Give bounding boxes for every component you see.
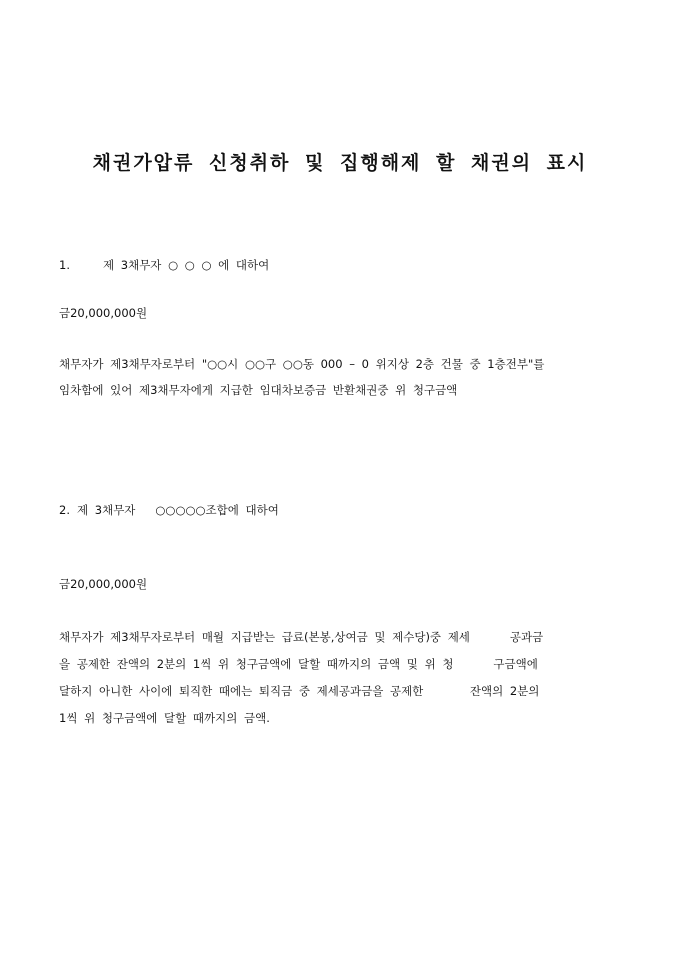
section-2-heading-text: 제 3채무자 ○○○○○조합에 대하여 (77, 503, 279, 517)
document-title: 채권가압류 신청취하 및 집행해제 할 채권의 표시 (92, 152, 588, 174)
section-2-line-1: 채무자가 제3채무자로부터 매월 지급받는 급료(본봉,상여금 및 제수당)중 제세 공과금 (59, 630, 544, 644)
section-2-line-4: 1씩 위 청구금액에 달할 때까지의 금액. (59, 711, 270, 725)
section-2-amount: 금20,000,000원 (59, 577, 148, 591)
section-2-line-2: 을 공제한 잔액의 2분의 1씩 위 청구금액에 달할 때까지의 금액 및 위 청 구금액에 (59, 657, 538, 671)
section-2-description (59, 624, 622, 732)
section-1-line-2: 임차함에 있어 제3채무자에게 지급한 임대차보증금 반환채권중 위 청구금액 (59, 383, 458, 397)
section-1-amount: 금20,000,000원 (59, 306, 148, 320)
section-2-heading (59, 503, 279, 517)
section-2-number: 2. (59, 503, 70, 517)
section-1-number: 1. (59, 258, 70, 272)
section-1-heading (59, 258, 269, 272)
section-1-line-1: 채무자가 제3채무자로부터 "○○시 ○○구 ○○동 000 – 0 위지상 2층 건물 중 1층전부"를 (59, 357, 545, 371)
section-2-line-3: 달하지 아니한 사이에 퇴직한 때에는 퇴직금 중 제세공과금을 공제한 잔액의 2분의 (59, 684, 540, 698)
section-1-description (59, 351, 622, 403)
section-1-heading-text: 제 3채무자 ○ ○ ○ 에 대하여 (103, 258, 270, 272)
